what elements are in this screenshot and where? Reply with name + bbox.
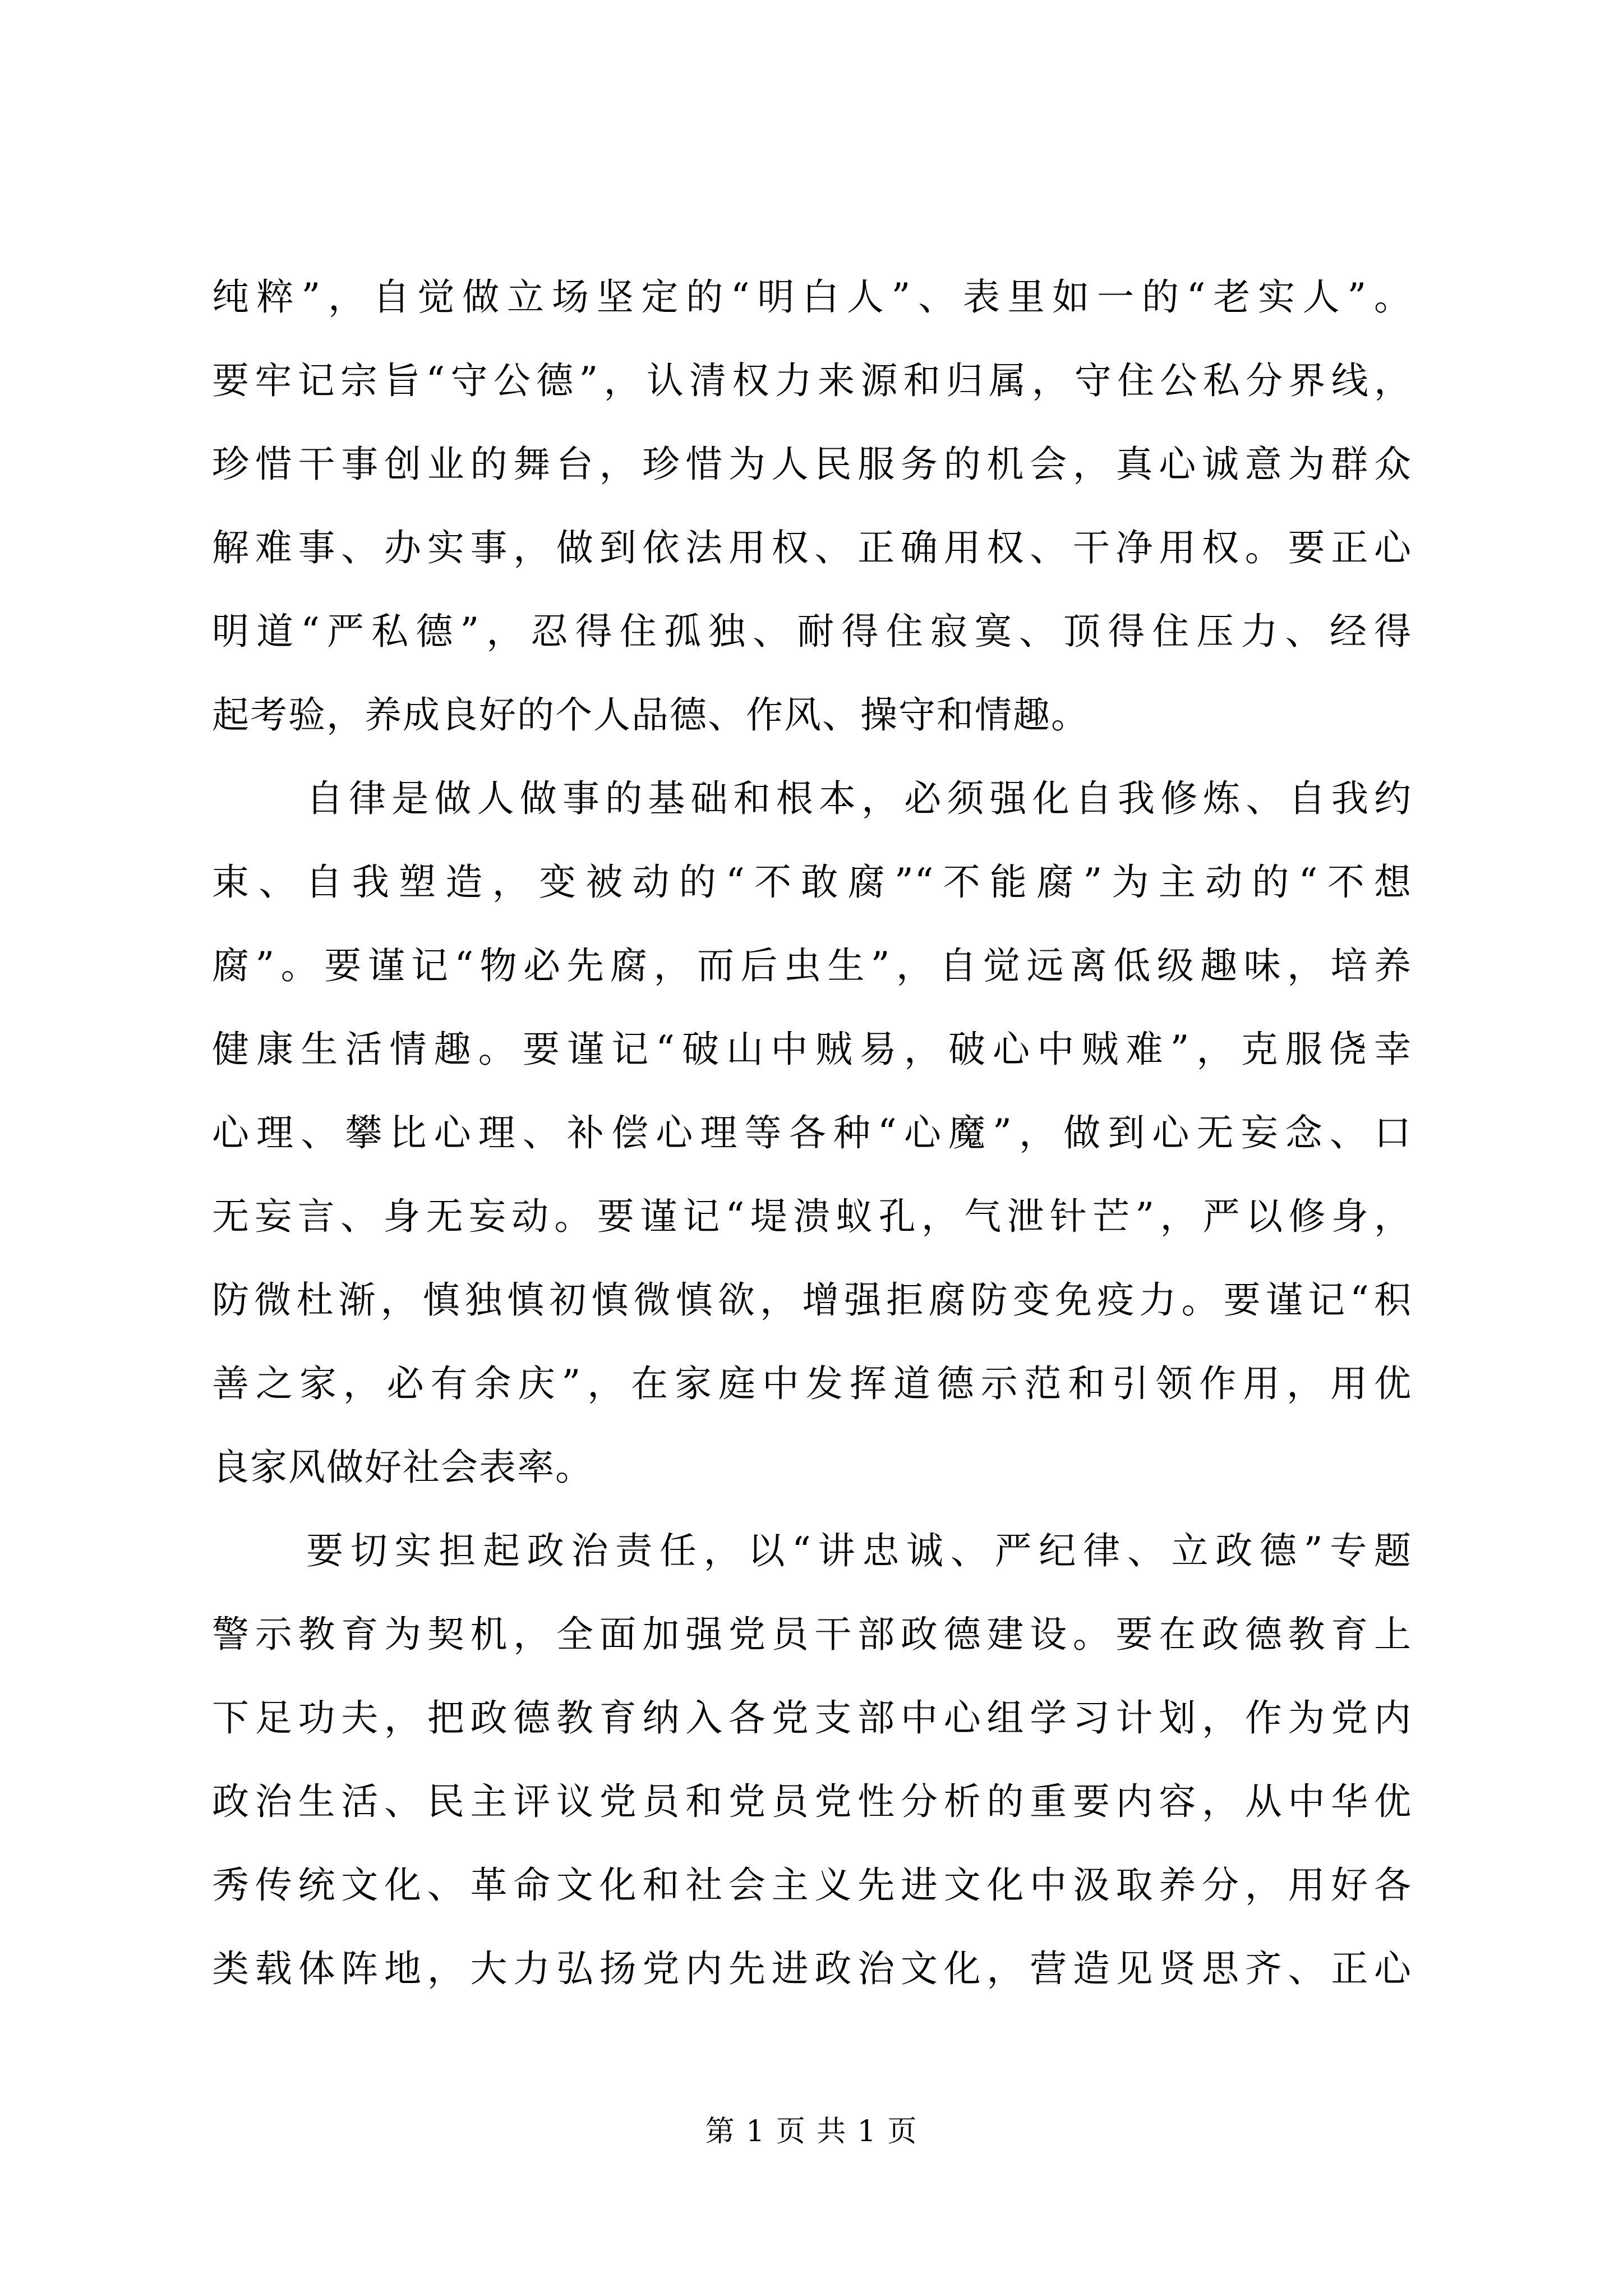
text-line: 防微杜渐，慎独慎初慎微慎欲，增强拒腐防变免疫力。要谨记“积 bbox=[212, 1278, 1412, 1322]
text-line: 腐”。要谨记“物必先腐，而后虫生”，自觉远离低级趣味，培养 bbox=[212, 944, 1412, 987]
text-line: 政治生活、民主评议党员和党员党性分析的重要内容，从中华优 bbox=[212, 1780, 1412, 1823]
text-line: 起考验，养成良好的个人品德、作风、操守和情趣。 bbox=[212, 693, 1089, 737]
page-footer: 第 1 页 共 1 页 bbox=[705, 2115, 918, 2148]
text-line: 类载体阵地，大力弘扬党内先进政治文化，营造见贤思齐、正心 bbox=[212, 1947, 1412, 1990]
text-line: 明道“严私德”，忍得住孤独、耐得住寂寞、顶得住压力、经得 bbox=[212, 610, 1412, 653]
text-line: 自律是做人做事的基础和根本，必须强化自我修炼、自我约 bbox=[306, 777, 1412, 820]
text-line: 心理、攀比心理、补偿心理等各种“心魔”，做到心无妄念、口 bbox=[212, 1111, 1412, 1154]
text-line: 珍惜干事创业的舞台，珍惜为人民服务的机会，真心诚意为群众 bbox=[212, 443, 1412, 486]
text-line: 纯粹”，自觉做立场坚定的“明白人”、表里如一的“老实人”。 bbox=[212, 275, 1412, 319]
document-body bbox=[212, 255, 1412, 2010]
text-line: 下足功夫，把政德教育纳入各党支部中心组学习计划，作为党内 bbox=[212, 1696, 1412, 1740]
text-line: 善之家，必有余庆”，在家庭中发挥道德示范和引领作用，用优 bbox=[212, 1362, 1412, 1405]
text-line: 束、自我塑造，变被动的“不敢腐”“不能腐”为主动的“不想 bbox=[212, 861, 1412, 904]
text-line: 健康生活情趣。要谨记“破山中贼易，破心中贼难”，克服侥幸 bbox=[212, 1028, 1412, 1071]
text-line: 解难事、办实事，做到依法用权、正确用权、干净用权。要正心 bbox=[212, 526, 1412, 569]
text-line: 无妄言、身无妄动。要谨记“堤溃蚁孔，气泄针芒”，严以修身， bbox=[212, 1195, 1412, 1238]
text-line: 秀传统文化、革命文化和社会主义先进文化中汲取养分，用好各 bbox=[212, 1864, 1412, 1907]
text-line: 要牢记宗旨“守公德”，认清权力来源和归属，守住公私分界线， bbox=[212, 359, 1412, 402]
text-line: 良家风做好社会表率。 bbox=[212, 1446, 593, 1489]
text-line: 警示教育为契机，全面加强党员干部政德建设。要在政德教育上 bbox=[212, 1613, 1412, 1656]
text-line: 要切实担起政治责任，以“讲忠诚、严纪律、立政德”专题 bbox=[306, 1529, 1412, 1572]
